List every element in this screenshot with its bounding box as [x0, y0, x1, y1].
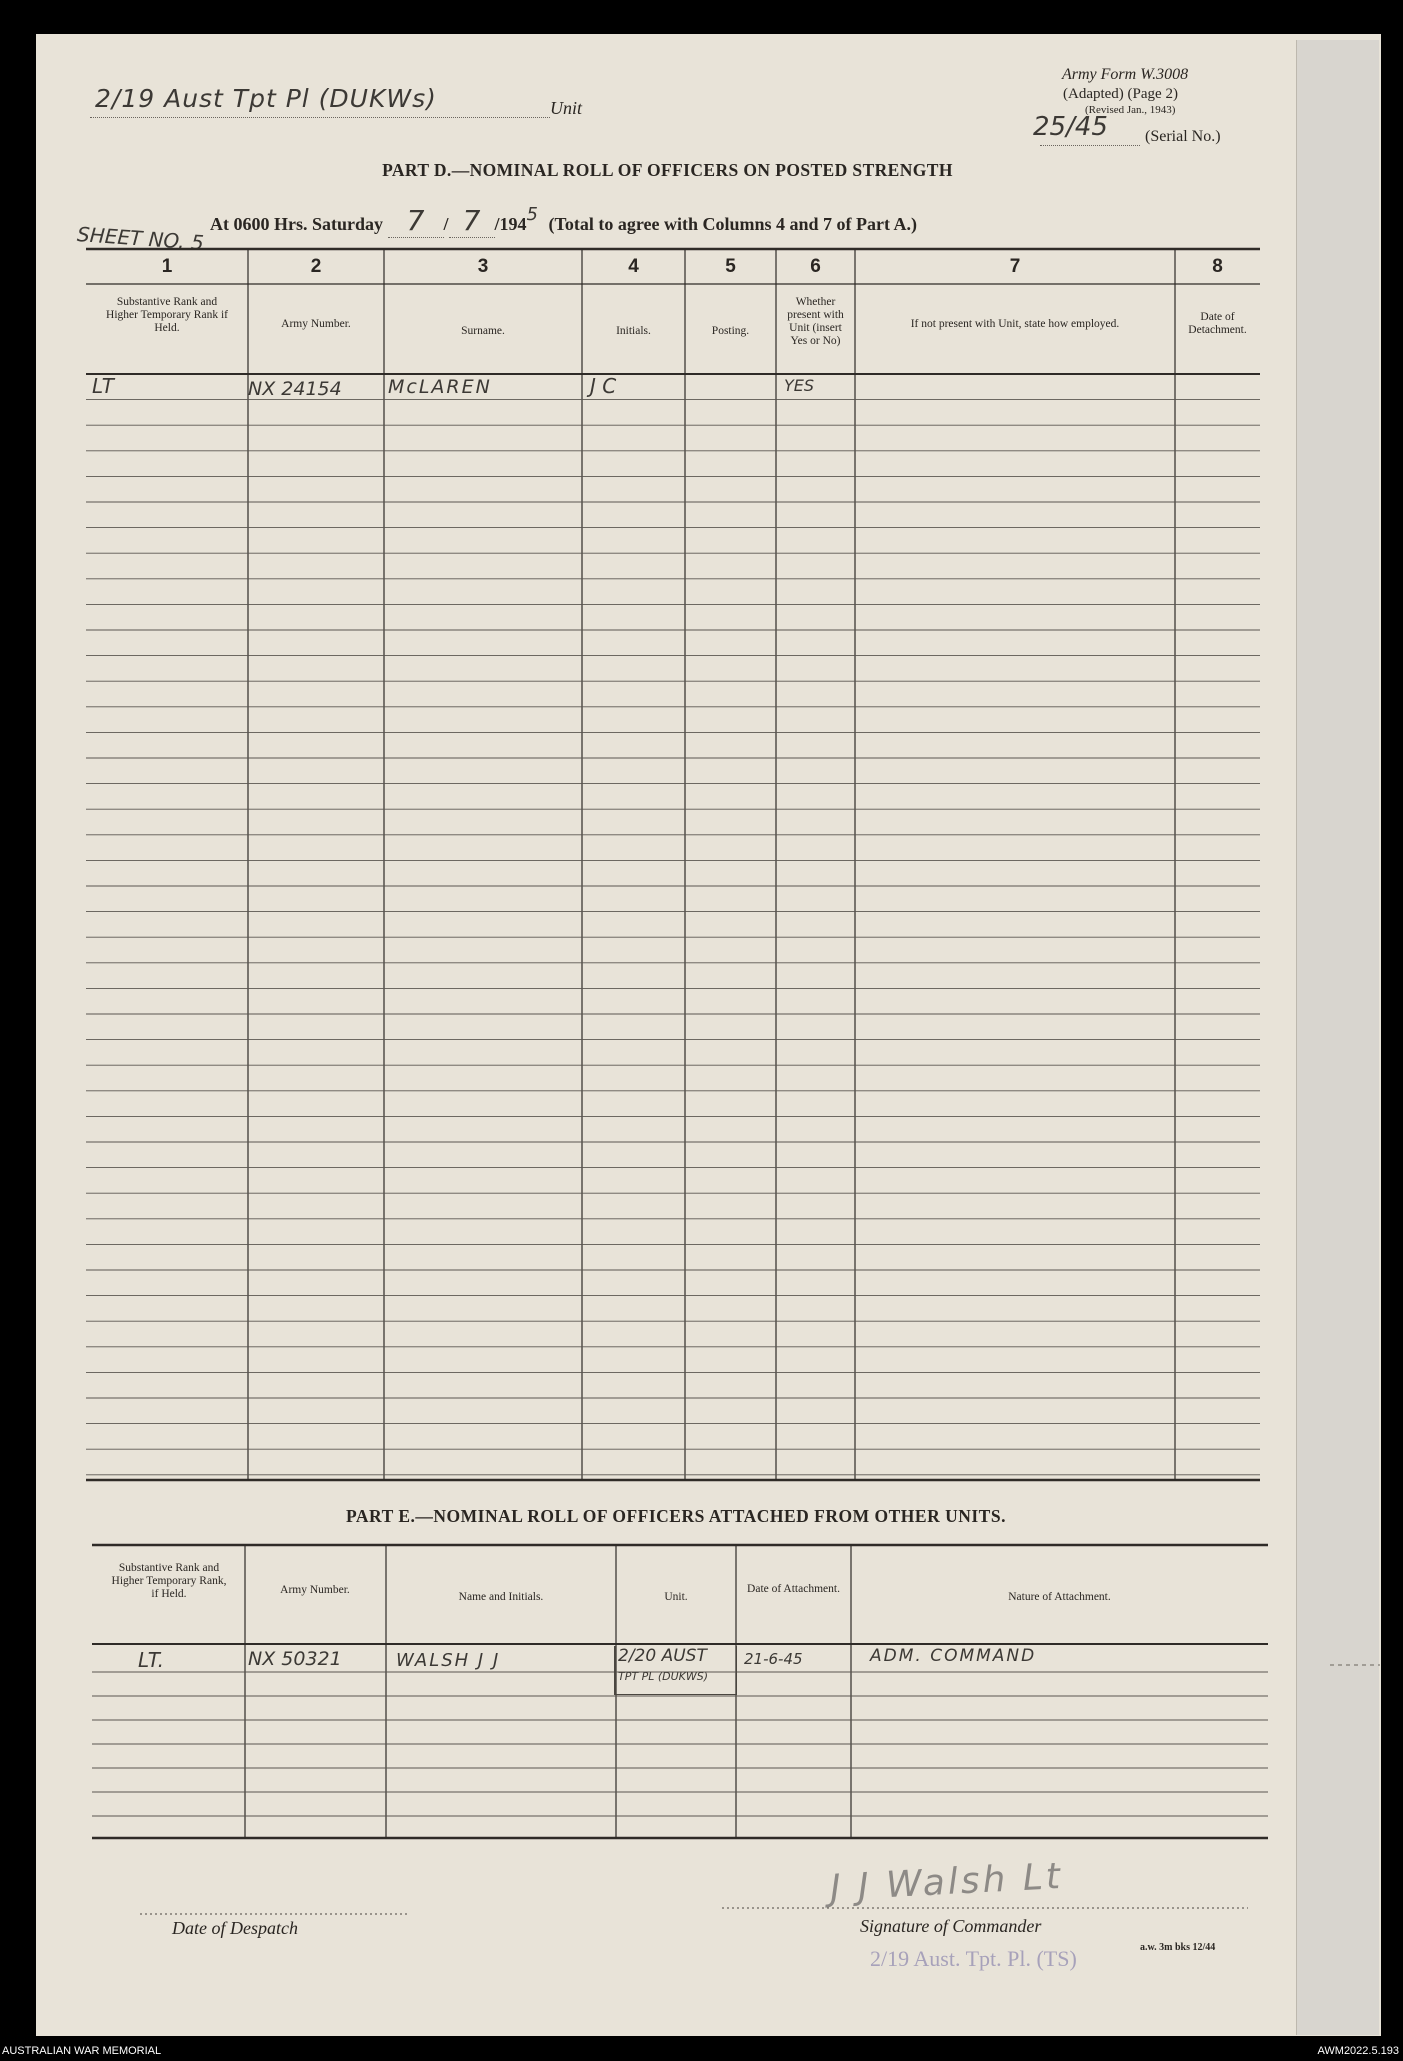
col-header-present: Whether present with Unit (insert Yes or No): [787, 296, 844, 347]
serial-handwritten: 25/45: [1033, 112, 1108, 142]
col-num-2: 2: [310, 256, 322, 277]
total-note: (Total to agree with Columns 4 and 7 of Part A.): [548, 214, 917, 234]
row-rank: LT: [92, 374, 115, 398]
e-row-nature: ADM. COMMAND: [870, 1646, 1037, 1666]
col-num-6: 6: [810, 256, 821, 277]
row-present: YES: [784, 376, 815, 395]
col-header-posting: Posting.: [711, 325, 750, 337]
commander-signature: J J Walsh Lt: [829, 1855, 1064, 1910]
unit-stamp: 2/19 Aust. Tpt. Pl. (TS): [870, 1946, 1077, 1971]
sheet-note: SHEET NO. 5: [76, 222, 205, 255]
col-header-initials: Initials.: [616, 325, 651, 337]
day-value: 7: [388, 204, 444, 238]
row-army-number: NX 24154: [248, 378, 342, 400]
col-num-4: 4: [628, 256, 639, 277]
serial-label: (Serial No.): [1145, 128, 1221, 145]
e-row-unit-line2: TPT PL (DUKWS): [618, 1670, 709, 1683]
col-num-1: 1: [161, 256, 173, 277]
e-col-header-unit: Unit.: [664, 1591, 688, 1603]
at-label: At 0600 Hrs. Saturday: [210, 214, 384, 234]
part-d-title: PART D.—NOMINAL ROLL OF OFFICERS ON POSTED STRENGTH: [382, 160, 953, 180]
e-row-rank: LT.: [138, 1648, 164, 1672]
e-row-unit-line1: 2/20 AUST: [618, 1646, 707, 1666]
month-value: 7: [449, 204, 495, 238]
col-header-army-number: Army Number.: [281, 318, 351, 330]
col-header-surname: Surname.: [461, 325, 505, 337]
e-col-header-date: Date of Attachment.: [747, 1583, 840, 1595]
e-row-army-number: NX 50321: [248, 1648, 342, 1670]
signature-label: Signature of Commander: [860, 1916, 1042, 1936]
form-adapted: (Adapted) (Page 2): [1063, 86, 1178, 102]
e-row-unit-box: [614, 1646, 737, 1695]
e-col-header-army-number: Army Number.: [280, 1584, 350, 1596]
printer-note: a.w. 3m bks 12/44: [1140, 1942, 1216, 1953]
col-num-7: 7: [1009, 256, 1021, 277]
e-col-header-rank: Substantive Rank and Higher Temporary Rank, if Held.: [111, 1562, 227, 1600]
e-col-header-name: Name and Initials.: [458, 1591, 544, 1603]
e-row-date: 21-6-45: [744, 1650, 803, 1668]
row-initials: J C: [590, 374, 617, 398]
date-despatch-label: Date of Despatch: [172, 1918, 298, 1938]
date-line: At 0600 Hrs. Saturday 7 / 7 /1945 (Total to agree with Columns 4 and 7 of Part A.): [210, 204, 917, 237]
archive-left: AUSTRALIAN WAR MEMORIAL: [2, 2045, 162, 2057]
col-header-detachment: Date of Detachment.: [1188, 311, 1247, 336]
form-revised: (Revised Jan., 1943): [1085, 104, 1176, 116]
unit-handwritten: 2/19 Aust Tpt Pl (DUKWs): [95, 84, 437, 113]
col-num-8: 8: [1212, 256, 1223, 277]
archive-right: AWM2022.5.193: [1317, 2045, 1399, 2057]
part-e-title: PART E.—NOMINAL ROLL OF OFFICERS ATTACHED FROM OTHER UNITS.: [346, 1506, 1006, 1526]
col-num-5: 5: [725, 256, 736, 277]
year-prefix: 194: [499, 214, 527, 234]
unit-label: Unit: [550, 98, 583, 118]
e-col-header-nature: Nature of Attachment.: [1008, 1591, 1111, 1603]
archive-bar: [0, 2042, 1403, 2061]
form-number: Army Form W.3008: [1062, 66, 1189, 83]
row-surname: McLAREN: [388, 376, 492, 398]
col-header-employed: If not present with Unit, state how employed.: [910, 318, 1120, 330]
e-row-name: WALSH J J: [396, 1650, 501, 1671]
col-header-rank: Substantive Rank and Higher Temporary Rank if Held.: [106, 296, 228, 334]
year-suffix: 5: [526, 204, 538, 225]
col-num-3: 3: [477, 256, 489, 277]
